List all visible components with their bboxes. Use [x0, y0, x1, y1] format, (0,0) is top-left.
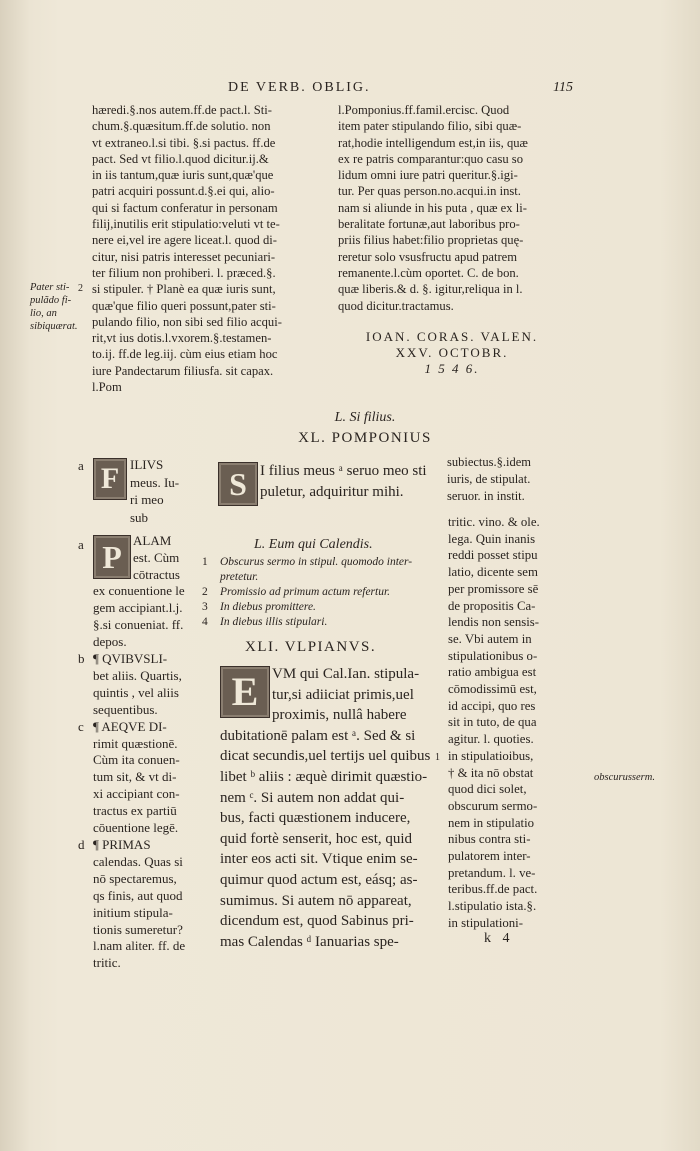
text-line: hæredi.§.nos autem.ff.de pact.l. Sti-	[92, 103, 272, 117]
gloss-line: meus. Iu-	[130, 474, 180, 490]
gloss-line	[78, 888, 203, 905]
gloss-line: in stipulatioibus,	[448, 748, 534, 763]
gloss-filius	[130, 456, 205, 526]
gloss-line: ratio ambigua est	[448, 665, 537, 680]
gloss-line	[78, 736, 203, 753]
text-line: item pater stipulando filio, sibi quæ-	[338, 119, 522, 134]
law-line: quid fortè senserit, hoc est, quid	[220, 830, 413, 847]
commentary-right-column	[338, 102, 566, 314]
margin-note-pater	[30, 281, 78, 333]
gloss-mark-a: a	[78, 458, 84, 473]
law-line: VM qui Cal.Ian. stipula-	[272, 666, 420, 682]
gloss-line: cōtractus	[133, 566, 180, 582]
gloss-line	[78, 905, 203, 922]
commentary-left-column	[92, 102, 317, 395]
text-line: quod dicitur.tractamus.	[338, 298, 454, 313]
summary-item	[202, 555, 442, 570]
gloss-line: pulatorem inter-	[448, 849, 531, 864]
gloss-line	[78, 854, 203, 871]
running-head: DE VERB. OBLIG.	[228, 80, 371, 95]
gloss-line: id accipi, quo res	[448, 698, 536, 713]
decorated-initial-p: P	[93, 535, 131, 579]
law-line: bus, facti quæstionem inducere,	[220, 810, 411, 827]
gloss-line: agitur. l. quoties.	[448, 732, 534, 747]
text-line: pulando filio, non sibi sed filio acqui-	[92, 314, 282, 329]
gloss-text: ¶ AEQVE DI-	[93, 718, 167, 734]
gloss-text: quintis , vel aliis	[93, 684, 179, 700]
gloss-line: ri meo	[130, 492, 164, 507]
gloss-line: per promissore sē	[448, 581, 539, 596]
gloss-line: quod dici solet,	[448, 782, 527, 797]
gloss-line: seruor. in instit.	[447, 488, 525, 503]
summary-number: 4	[202, 616, 208, 628]
gloss-mark: c	[78, 718, 84, 734]
gloss-line	[78, 955, 203, 972]
law-heading-ulpianus: XLI. VLPIANVS.	[245, 639, 377, 655]
summary-text: Promissio ad primum actum refertur.	[220, 586, 391, 598]
text-line: tur. Per quas person.no.acqui.in inst.	[338, 184, 521, 199]
gloss-text: tritic.	[93, 955, 121, 971]
gloss-line: tritic. vino. & ole.	[448, 515, 540, 529]
gloss-line: gem accipiant.l.j.	[93, 600, 183, 616]
margin-note-line: lio, an sibi	[30, 308, 57, 332]
gloss-line: depos.	[93, 633, 127, 649]
text-line: priis filius habet:filio proprietas quę-	[338, 233, 524, 248]
page-number: 115	[553, 80, 573, 95]
text-line: patri acquiri possunt.d.§.ei qui, alio-	[92, 184, 275, 199]
summary-text: In diebus promittere.	[220, 601, 316, 613]
gloss-line: lega. Quin inanis	[448, 531, 536, 546]
margin-note-line: quærat.	[45, 321, 78, 332]
gloss-text: qs finis, aut quod	[93, 887, 183, 903]
margin-note-line: serm.	[631, 772, 655, 783]
gloss-right-column	[448, 514, 564, 932]
law-title-si-filius: L. Si filius.	[334, 410, 396, 425]
text-line: to.ij. ff.de leg.iij. cùm eius etiam hoc	[92, 347, 278, 362]
gloss-text: nō spectaremus,	[93, 870, 177, 886]
text-line: quæ'que filio queri possunt,pater sti-	[92, 298, 276, 313]
law-line: inter eos acti sit. Vtique enim se-	[220, 851, 418, 868]
gloss-line: l.stipulatio ista.§.	[448, 899, 537, 914]
law-line: dicat secundis,uel tertijs uel quibus	[220, 748, 431, 765]
summary-item	[202, 585, 442, 600]
law-text-eum-qui	[220, 664, 446, 952]
gloss-line	[78, 938, 203, 955]
text-line: nere ei,vel ire agere liceat.l. quod di-	[92, 233, 277, 248]
text-line: l.Pom	[92, 380, 122, 395]
signature-year: 1 5 4 6.	[424, 361, 480, 376]
gloss-subiectus	[447, 454, 567, 504]
law-line: tur,si adiiciat primis,uel	[272, 686, 414, 703]
signature-name: IOAN. CORAS. VALEN.	[365, 329, 539, 344]
gloss-line	[78, 668, 203, 685]
gloss-line	[78, 803, 203, 820]
text-line: nam si aliunde in his puta , quæ ex li-	[338, 200, 527, 215]
gloss-mark: b	[78, 651, 85, 666]
law-text-si-filius	[260, 461, 440, 502]
text-line: remanente.l.cùm oportet. C. de bon.	[338, 265, 519, 280]
signature-block	[338, 329, 566, 377]
gloss-line: stipulationibus o-	[448, 648, 538, 663]
gloss-line	[78, 702, 203, 719]
text-line: l.Pomponius.ff.famil.ercisc. Quod	[338, 103, 510, 117]
gloss-line: §.si conueniat. ff.	[93, 616, 184, 632]
summary-item	[202, 600, 442, 615]
law-line: nem ᶜ. Si autem non addat qui-	[220, 789, 405, 806]
summary-text: In diebus illis stipulari.	[220, 616, 328, 628]
gloss-text: Cùm ita conuen-	[93, 752, 180, 768]
margin-note-line: Pater sti-	[30, 282, 70, 293]
marginal-number-2: 2	[78, 283, 83, 294]
law-line: puletur, adquiritur mihi.	[260, 483, 404, 500]
summary-item	[202, 570, 442, 585]
gloss-line: pretandum. l. ve-	[448, 865, 536, 880]
gloss-line: de propositis Ca-	[448, 598, 536, 613]
text-line: beralitate fortunæ,aut laboribus pro-	[338, 217, 520, 232]
decorated-initial-f: F	[93, 458, 127, 500]
gloss-line: lendis non sensis-	[448, 615, 539, 630]
text-line: citur, nisi patris interesset pecuniari-	[92, 249, 276, 264]
gloss-line	[78, 922, 203, 939]
text-line: qui si factum conferatur in personam	[92, 200, 278, 215]
gloss-line: nibus contra sti-	[448, 832, 531, 847]
text-line: si stipuler. † Planè ea quæ iuris sunt,	[92, 282, 276, 297]
gloss-line: nem in stipulatio	[448, 815, 535, 830]
decorated-initial-e: E	[220, 666, 270, 718]
gloss-line: sit in tuto, de qua	[448, 715, 537, 730]
law-line: libet ᵇ aliis : æquè dirimit quæstio-	[220, 768, 428, 785]
margin-note-line: pulãdo fi-	[30, 295, 72, 306]
law-line: sumimus. Si autem nō appareat,	[220, 892, 412, 909]
law-title-eum-qui-calendis: L. Eum qui Calendis.	[254, 537, 373, 552]
gloss-line: ex conuentione le	[93, 583, 185, 599]
text-line: vt extraneo.l.si tibi. §.si pactus. ff.de	[92, 135, 276, 150]
gloss-text: tionis sumeretur?	[93, 921, 183, 937]
gloss-text: tractus ex partiū	[93, 803, 177, 819]
gloss-text: bet aliis. Quartis,	[93, 667, 182, 683]
gloss-line	[78, 837, 203, 854]
law-heading-pomponius: XL. POMPONIUS	[298, 430, 432, 446]
margin-note-line: obscurus	[594, 772, 632, 783]
gloss-line	[78, 871, 203, 888]
gloss-text: xi accipiant con-	[93, 786, 180, 802]
gloss-text: sequentibus.	[93, 701, 158, 717]
gloss-left-continued	[78, 651, 203, 972]
summary-number: 1	[202, 556, 208, 568]
gloss-text: l.nam aliter. ff. de	[93, 938, 186, 954]
text-line: ex re patris comparantur:quo casu so	[338, 151, 523, 166]
text-line: chum.§.quæsitum.ff.de solutio. non	[92, 119, 271, 134]
gloss-line: sub	[130, 509, 149, 525]
decorated-initial-s: S	[218, 462, 258, 506]
law-line: quimur quod actum est, eásq; as-	[220, 871, 418, 888]
gloss-mark: d	[78, 836, 85, 852]
text-line: lidum omni iure patri queritur.§.igi-	[338, 168, 518, 183]
text-line: quæ liberis.& d. §. igitur,reliqua in l.	[338, 282, 523, 297]
gloss-line: in stipulationi-	[448, 915, 524, 930]
gloss-line: reddi posset stipu	[448, 548, 538, 563]
gloss-palam	[93, 533, 203, 651]
gloss-line	[78, 769, 203, 786]
gloss-line	[78, 786, 203, 803]
gloss-line: ALAM	[133, 533, 172, 548]
gloss-line	[78, 719, 203, 736]
summary-item	[202, 615, 442, 630]
summary-number: 3	[202, 601, 208, 613]
gloss-line: cōmodissimū est,	[448, 682, 537, 697]
gloss-line	[78, 752, 203, 769]
text-line: reretur solo vsusfructu apud patrem	[338, 249, 518, 264]
gloss-line	[78, 651, 203, 668]
text-line: in iis tantum,quæ iuris sunt,quæ'que	[92, 168, 274, 183]
summary-text: pretetur.	[220, 571, 259, 583]
text-line: rit,vt ius dotis.l.vxorem.§.testamen-	[92, 331, 272, 346]
gloss-line: iuris, de stipulat.	[447, 471, 531, 486]
law-line: proximis, nullâ habere	[272, 707, 407, 724]
summary-number: 2	[202, 586, 208, 598]
marginal-number-1: 1	[435, 752, 440, 763]
gloss-text: cōuentione legē.	[93, 820, 179, 836]
gloss-line: † & ita nō obstat	[448, 765, 534, 780]
law-line: dubitationē palam est ᵃ. Sed & si	[220, 727, 416, 744]
summary-list	[202, 555, 442, 630]
text-line: pact. Sed vt filio.l.quod dicitur.ij.&	[92, 151, 269, 166]
law-line: dicendum est, quod Sabinus pri-	[220, 913, 414, 930]
signature-mark: k 4	[484, 931, 514, 946]
gloss-text: rimit quæstionē.	[93, 735, 178, 751]
text-line: iure Pandectarum filiusfa. sit capax.	[92, 363, 274, 378]
text-line: rat,hodie intelligendum est,in iis, quæ	[338, 135, 528, 150]
gloss-line: latio, dicente sem	[448, 565, 538, 580]
gloss-mark-a2: a	[78, 537, 84, 552]
law-line: mas Calendas ᵈ Ianuarias spe-	[220, 933, 399, 950]
gloss-line: ILIVS	[130, 457, 164, 472]
gloss-line: se. Vbi autem in	[448, 631, 532, 646]
law-line: I filius meus ᵃ seruo meo sti	[260, 463, 427, 479]
gloss-text: tum sit, & vt di-	[93, 769, 177, 785]
gloss-line: est. Cùm	[133, 549, 180, 565]
gloss-line: teribus.ff.de pact.	[448, 882, 538, 897]
signature-date: XXV. OCTOBR.	[395, 345, 509, 360]
margin-note-obscurus	[594, 771, 654, 784]
gloss-text: initium stipula-	[93, 904, 173, 920]
gloss-line	[78, 685, 203, 702]
gloss-line: subiectus.§.idem	[447, 455, 532, 469]
text-line: ter filium non prohiberi. l. præced.§.	[92, 265, 276, 280]
gloss-text: ¶ PRIMAS	[93, 836, 151, 852]
gloss-line	[78, 820, 203, 837]
summary-text: Obscurus sermo in stipul. quomodo inter-	[220, 556, 413, 568]
gloss-text: calendas. Quas si	[93, 853, 183, 869]
gloss-line: obscurum sermo-	[448, 798, 538, 813]
text-line: filij,inutilis erit stipulatio:veluti vt te-	[92, 217, 280, 232]
gloss-text: ¶ QVIBVSLI-	[93, 651, 168, 666]
